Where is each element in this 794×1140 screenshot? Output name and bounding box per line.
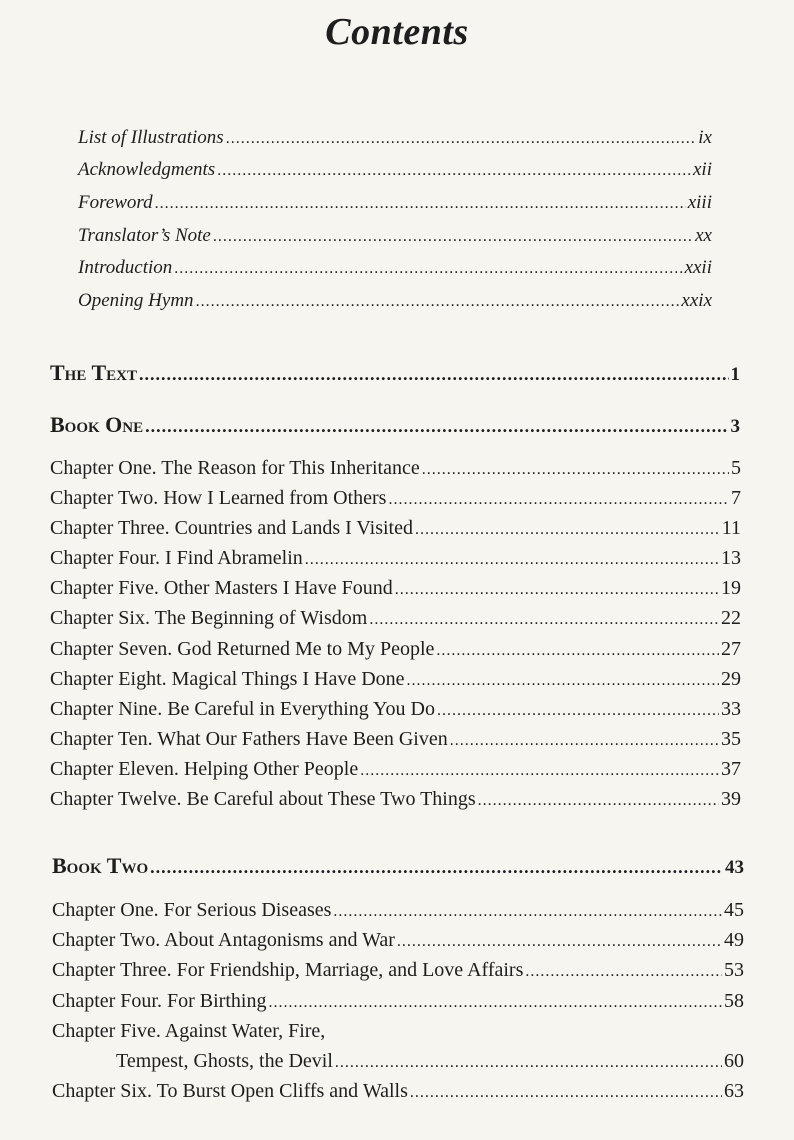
toc-entry-label: List of Illustrations [78, 127, 224, 148]
toc-chapter-entry [50, 728, 741, 751]
toc-page-number: 35 [721, 728, 741, 750]
toc-page-number: 5 [731, 457, 741, 479]
toc-section-label: Book One [50, 412, 144, 437]
toc-chapter-entry [52, 990, 744, 1013]
toc-page-number: xxii [684, 257, 712, 278]
leader-dots [397, 933, 722, 951]
toc-entry-opening-hymn [78, 290, 712, 312]
toc-section-label: Book Two [52, 853, 149, 878]
toc-page-number: xii [693, 159, 712, 180]
toc-entry-list-of-illustrations [78, 127, 712, 149]
toc-chapter-label: Chapter Nine. Be Careful in Everything You Do [50, 698, 435, 720]
toc-chapter-label: Chapter Three. Countries and Lands I Visited [50, 517, 413, 539]
toc-page-number: 63 [724, 1080, 744, 1102]
toc-section-label: The Text [50, 360, 137, 385]
toc-chapter-label: Chapter Twelve. Be Careful about These Two Things [50, 788, 476, 810]
toc-page-number: 39 [721, 788, 741, 810]
leader-dots [407, 672, 719, 690]
toc-page-number: xxix [681, 290, 712, 311]
leader-dots [395, 581, 719, 599]
toc-page-number: 49 [724, 929, 744, 951]
toc-chapter-entry [52, 1080, 744, 1103]
toc-page-number: 7 [731, 487, 741, 509]
toc-page-number: 53 [724, 959, 744, 981]
toc-chapter-entry [50, 668, 741, 691]
leader-dots [335, 1054, 722, 1072]
leader-dots [145, 416, 728, 437]
toc-chapter-label: Chapter Two. How I Learned from Others [50, 487, 387, 509]
toc-chapter-label: Chapter Two. About Antagonisms and War [52, 929, 395, 951]
leader-dots [174, 260, 682, 278]
toc-entry-label: Acknowledgments [78, 159, 216, 180]
leader-dots [478, 792, 719, 810]
leader-dots [155, 195, 686, 213]
toc-chapter-label: Chapter Seven. God Returned Me to My People [50, 638, 435, 660]
toc-chapter-entry [52, 899, 744, 922]
toc-page-number: 45 [724, 899, 744, 921]
toc-page-number: 43 [725, 857, 744, 878]
toc-chapter-entry [50, 788, 741, 811]
toc-chapter-entry [50, 638, 741, 661]
toc-chapter-label: Chapter Ten. What Our Fathers Have Been Given [50, 728, 448, 750]
toc-chapter-label: Chapter One. For Serious Diseases [52, 899, 332, 921]
toc-page-number: 37 [721, 758, 741, 780]
toc-chapter-label-continuation: Tempest, Ghosts, the Devil [116, 1050, 333, 1072]
toc-chapter-label: Chapter Eight. Magical Things I Have Done [50, 668, 405, 690]
leader-dots [360, 762, 719, 780]
leader-dots [217, 162, 691, 180]
toc-chapter-label: Chapter Six. The Beginning of Wisdom [50, 607, 368, 629]
leader-dots [226, 130, 697, 148]
toc-chapter-label: Chapter One. The Reason for This Inheritance [50, 457, 420, 479]
leader-dots [333, 903, 722, 921]
toc-entry-book-one [50, 412, 740, 438]
toc-page-number: 60 [724, 1050, 744, 1072]
toc-page-number: 29 [721, 668, 741, 690]
toc-chapter-entry [52, 929, 744, 952]
toc-page-number: 19 [721, 577, 741, 599]
toc-entry-label: Introduction [78, 257, 173, 278]
page-title: Contents [325, 11, 469, 53]
toc-chapter-entry [50, 758, 741, 781]
leader-dots [139, 364, 729, 385]
toc-chapter-label: Chapter Three. For Friendship, Marriage, and Love Affairs [52, 959, 524, 981]
leader-dots [525, 963, 722, 981]
toc-page-number: xx [695, 225, 712, 246]
toc-page-number: xiii [687, 192, 712, 213]
leader-dots [415, 521, 720, 539]
toc-chapter-entry [50, 517, 741, 540]
toc-entry-translators-note [78, 225, 712, 247]
leader-dots [213, 228, 693, 246]
leader-dots [268, 994, 722, 1012]
toc-entry-label: Opening Hymn [78, 290, 194, 311]
toc-chapter-label: Chapter Eleven. Helping Other People [50, 758, 359, 780]
toc-page-number: 22 [721, 607, 741, 629]
leader-dots [422, 461, 729, 479]
toc-entry-the-text [50, 360, 740, 386]
toc-chapter-entry [116, 1050, 744, 1073]
toc-chapter-entry [50, 607, 741, 630]
toc-page-number: 3 [730, 416, 740, 437]
toc-page-number: 27 [721, 638, 741, 660]
toc-entry-foreword [78, 192, 712, 214]
toc-chapter-entry [50, 577, 741, 600]
leader-dots [196, 293, 680, 311]
toc-page-number: 58 [724, 990, 744, 1012]
toc-entry-label: Foreword [78, 192, 153, 213]
leader-dots [305, 551, 719, 569]
leader-dots [410, 1084, 722, 1102]
toc-chapter-entry [50, 487, 741, 510]
toc-entry-label: Translator’s Note [78, 225, 211, 246]
toc-chapter-entry [50, 547, 741, 570]
leader-dots [450, 732, 719, 750]
toc-chapter-entry [52, 959, 744, 982]
leader-dots [436, 642, 719, 660]
toc-chapter-label: Chapter Six. To Burst Open Cliffs and Walls [52, 1080, 408, 1102]
leader-dots [369, 611, 719, 629]
toc-entry-acknowledgments [78, 159, 712, 181]
toc-chapter-entry [50, 698, 741, 721]
toc-chapter-label: Chapter Five. Against Water, Fire, [52, 1020, 326, 1042]
toc-chapter-label: Chapter Five. Other Masters I Have Found [50, 577, 393, 599]
toc-entry-book-two [52, 853, 744, 879]
toc-page-number: ix [698, 127, 712, 148]
toc-page-number: 33 [721, 698, 741, 720]
toc-chapter-label: Chapter Four. For Birthing [52, 990, 267, 1012]
toc-chapter-entry [50, 457, 741, 480]
toc-page-number: 11 [721, 517, 741, 539]
toc-entry-introduction [78, 257, 712, 279]
toc-chapter-label: Chapter Four. I Find Abramelin [50, 547, 303, 569]
leader-dots [437, 702, 719, 720]
leader-dots [388, 491, 729, 509]
toc-page-number: 13 [721, 547, 741, 569]
toc-page-number: 1 [730, 364, 740, 385]
leader-dots [150, 857, 723, 878]
